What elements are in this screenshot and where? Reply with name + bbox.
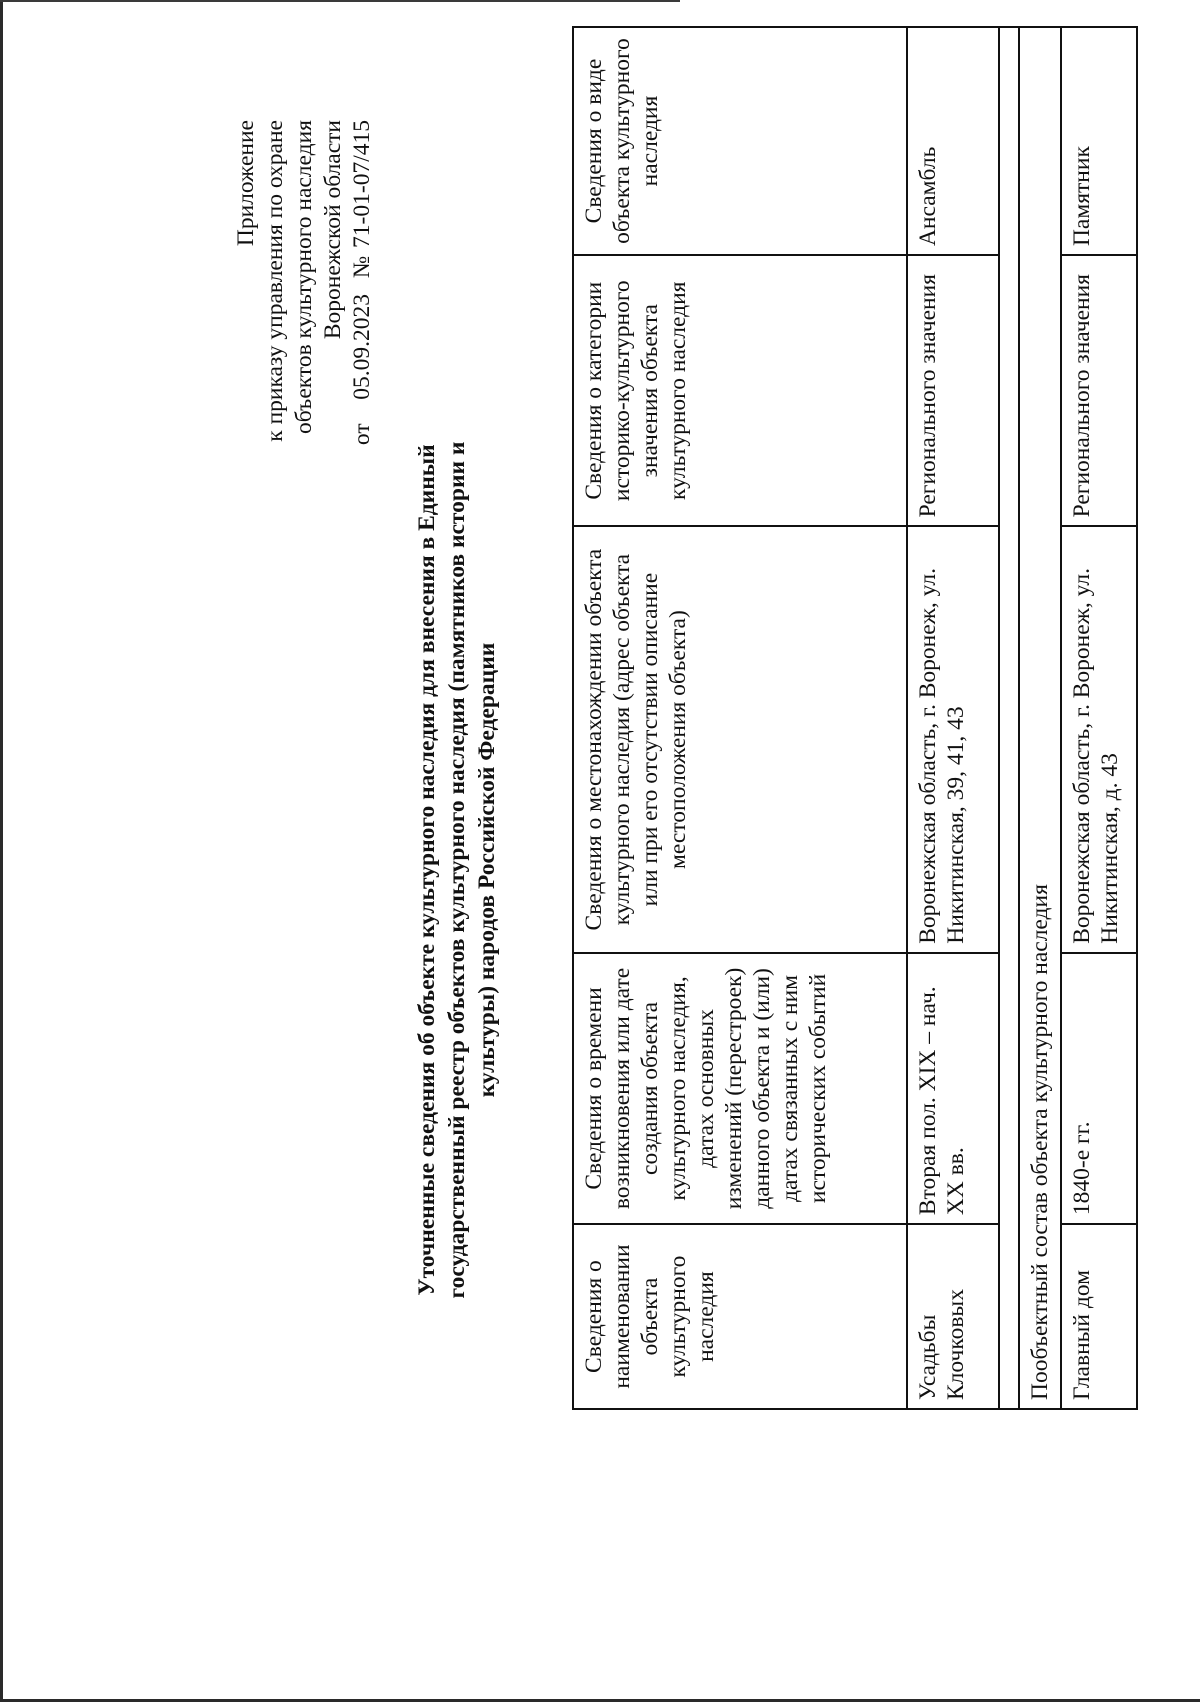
appendix-order-line [348, 120, 377, 580]
document-title-line-1: Уточненные сведения об объекте культурного наследия для внесения в Единый [414, 444, 440, 1296]
header-date: Сведения о времени возникновения или дате создания объекта культурного наследия, датах основных изменений (перестроек) данного объекта и (или) датах связанных с ним исторических событий [573, 953, 907, 1224]
appendix-line-3: Воронежской области [320, 120, 346, 340]
header-name: Сведения о наименовании объекта культурного наследия [573, 1224, 907, 1409]
appendix-block [232, 120, 377, 580]
appendix-line-2: объектов культурного наследия [291, 120, 317, 434]
ensemble-location: Воронежская область, г. Воронеж, ул. Никитинская, 39, 41, 43 [907, 526, 999, 952]
ensemble-name: Усадьбы Клочковых [907, 1224, 999, 1409]
order-date: 05.09.2023 [349, 293, 375, 400]
part-date: 1840-е гг. [1061, 953, 1137, 1224]
table-row [1061, 27, 1137, 1409]
heritage-table [572, 26, 1138, 1410]
appendix-line-1: к приказу управления по охране [262, 120, 288, 442]
ensemble-kind: Ансамбль [907, 27, 999, 255]
ensemble-date: Вторая пол. XIX – нач. XX вв. [907, 953, 999, 1224]
header-location: Сведения о местонахождении объекта культурного наследия (адрес объекта или при его отсутствии описание местоположения объекта) [573, 526, 907, 952]
section-divider-row [999, 27, 1019, 1409]
header-category: Сведения о категории историко-культурного значения объекта культурного наследия [573, 255, 907, 526]
order-prefix: от [349, 423, 375, 446]
ensemble-category: Регионального значения [907, 255, 999, 526]
document-title [412, 180, 502, 1560]
table-row [907, 27, 999, 1409]
header-kind: Сведения о виде объекта культурного наследия [573, 27, 907, 255]
document-title-line-3: культуры) народов Российской Федерации [474, 642, 500, 1098]
table-header-row [573, 27, 907, 1409]
section-header-row [1019, 27, 1061, 1409]
section-label: Пообъектный состав объекта культурного наследия [1019, 27, 1061, 1409]
section-divider-cell [999, 27, 1019, 1409]
part-kind: Памятник [1061, 27, 1137, 255]
appendix-title: Приложение [233, 120, 259, 247]
part-name: Главный дом [1061, 1224, 1137, 1409]
scan-edge-left [0, 0, 3, 1702]
part-location: Воронежская область, г. Воронеж, ул. Никитинская, д. 43 [1061, 526, 1137, 952]
document-title-line-2: государственный реестр объектов культурного наследия (памятников истории и [444, 441, 470, 1299]
rotated-content [20, 0, 1170, 1700]
part-category: Регионального значения [1061, 255, 1137, 526]
order-number: № 71-01-07/415 [349, 120, 375, 279]
